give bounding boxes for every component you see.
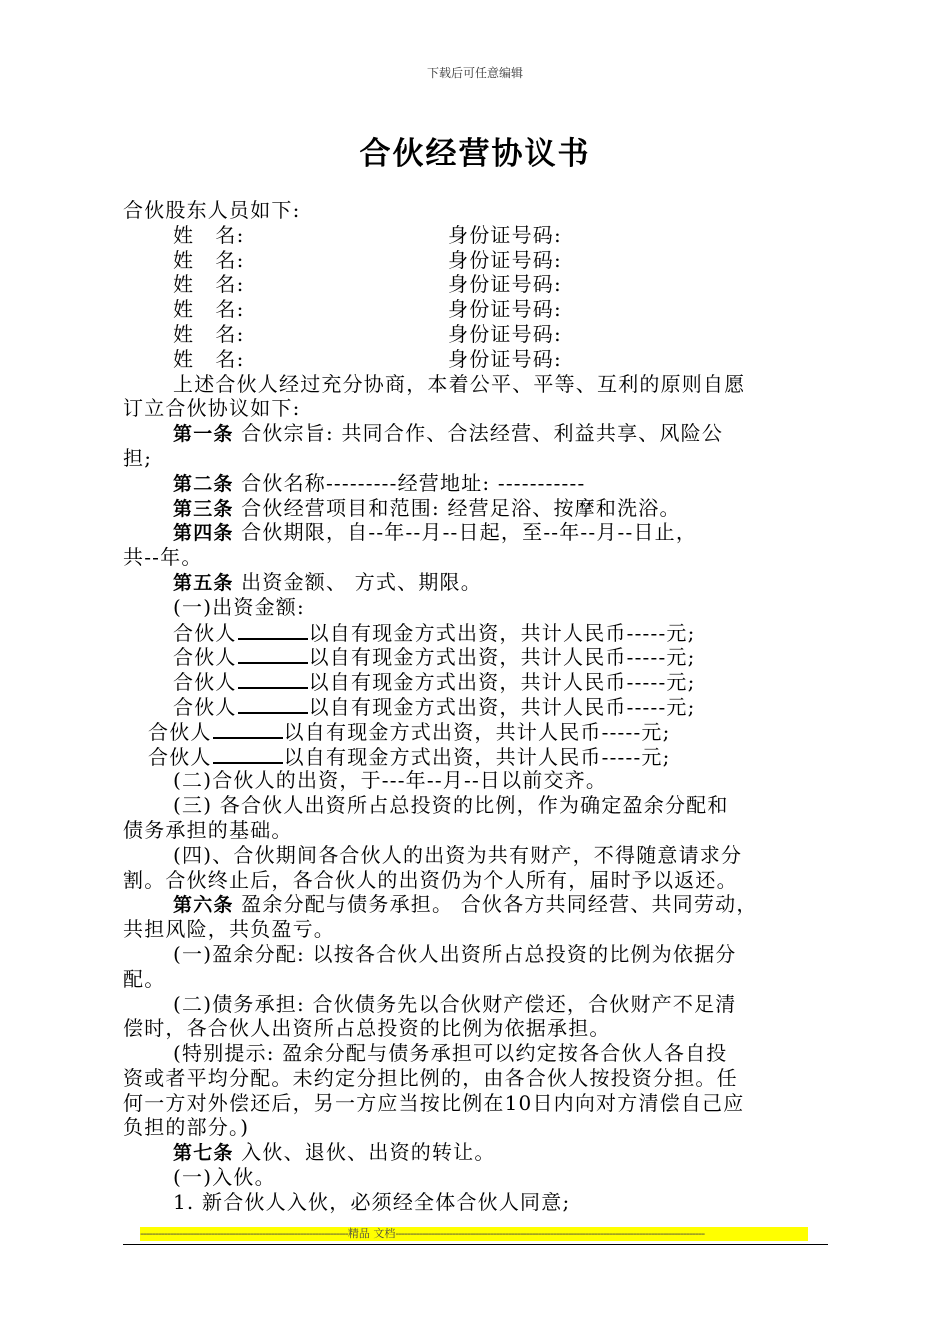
article-label: 第一条: [173, 423, 234, 446]
article-label: 第五条: [173, 571, 234, 594]
article-text: 合伙名称---------经营地址: -----------: [241, 470, 586, 495]
article-4: [123, 520, 828, 545]
contrib-prefix: 合伙人: [173, 645, 237, 670]
member-row: [123, 272, 828, 297]
article-text: 合伙经营项目和范围: 经营足浴、按摩和洗浴。: [241, 495, 681, 520]
contrib-prefix: 合伙人: [173, 620, 237, 645]
contrib-prefix: 合伙人: [148, 719, 212, 744]
id-label: 身份证号码:: [448, 247, 562, 272]
blank-underline: [213, 744, 283, 764]
section-5-4: (四)、合伙期间各合伙人的出资为共有财产，不得随意请求分: [173, 842, 743, 867]
id-label: 身份证号码:: [448, 297, 562, 322]
article-label: 第三条: [173, 497, 234, 520]
id-label: 身份证号码:: [448, 222, 562, 247]
contrib-prefix: 合伙人: [148, 744, 212, 769]
section-6-2-cont: 偿时，各合伙人出资所占总投资的比例为依据承担。: [123, 1016, 611, 1041]
article-3: [123, 496, 828, 521]
blank-underline: [238, 620, 308, 640]
contrib-prefix: 合伙人: [173, 670, 237, 695]
contrib-suffix: 以自有现金方式出资，共计人民币-----元;: [308, 645, 696, 670]
special-note-cont: 负担的部分。): [123, 1115, 250, 1140]
blank-underline: [213, 719, 283, 739]
article-1-cont: 担;: [123, 445, 153, 470]
name-label: 姓 名:: [173, 346, 245, 371]
contribution-line: [123, 694, 828, 719]
article-text: 合伙期限，自--年--月--日起，至--年--月--日止，: [241, 520, 698, 545]
contribution-line: [123, 669, 828, 694]
blank-underline: [238, 694, 308, 714]
article-6: [123, 892, 828, 917]
blank-underline: [238, 669, 308, 689]
id-label: 身份证号码:: [448, 321, 562, 346]
member-row: [123, 297, 828, 322]
footer-rule: [123, 1244, 828, 1245]
footer-dashes: --------------------------------------------------------------------------------------------------------: [395, 1227, 705, 1240]
section-7-1: (一)入伙。: [173, 1165, 276, 1190]
section-6-2: (二)债务承担: 合伙债务先以合伙财产偿还，合伙财产不足清: [173, 991, 737, 1016]
name-label: 姓 名:: [173, 222, 245, 247]
contribution-line: [123, 744, 828, 769]
contrib-suffix: 以自有现金方式出资，共计人民币-----元;: [308, 694, 696, 719]
member-list: [123, 223, 828, 372]
section-5-4-cont: 割。合伙终止后，各合伙人的出资仍为个人所有，届时予以返还。: [123, 867, 738, 892]
header-note: 下载后可任意编辑: [426, 66, 523, 80]
section-6-1-cont: 配。: [123, 966, 166, 991]
footer-text: 精品 文档: [347, 1227, 396, 1240]
article-text: 出资金额、 方式、期限。: [241, 569, 482, 594]
contribution-line: [123, 719, 828, 744]
member-row: [123, 322, 828, 347]
article-text: 合伙宗旨: 共同合作、合法经营、利益共享、风险公: [241, 421, 724, 446]
contrib-prefix: 合伙人: [173, 694, 237, 719]
section-6-1: (一)盈余分配: 以按各合伙人出资所占总投资的比例为依据分: [173, 941, 737, 966]
article-2: [123, 471, 828, 496]
document-body: [123, 198, 828, 1215]
name-label: 姓 名:: [173, 247, 245, 272]
article-4-cont: 共--年。: [123, 545, 203, 570]
id-label: 身份证号码:: [448, 272, 562, 297]
member-row: [123, 248, 828, 273]
blank-underline: [238, 644, 308, 664]
preamble-line: 订立合伙协议如下:: [123, 396, 301, 421]
id-label: 身份证号码:: [448, 346, 562, 371]
intro-line: 合伙股东人员如下:: [123, 198, 301, 222]
section-5-1: (一)出资金额:: [173, 594, 305, 619]
article-1: [123, 421, 828, 446]
section-5-3-cont: 债务承担的基础。: [123, 817, 293, 842]
preamble-line: 上述合伙人经过充分协商，本着公平、平等、互利的原则自愿: [173, 371, 746, 396]
section-7-1-1: 1. 新合伙人入伙，必须经全体合伙人同意;: [173, 1189, 571, 1214]
footer-highlight-bar: [140, 1227, 808, 1241]
special-note: (特别提示: 盈余分配与债务承担可以约定按各合伙人各自投: [173, 1041, 728, 1066]
article-7: [123, 1140, 828, 1165]
section-5-2: (二)合伙人的出资，于---年--月--日以前交齐。: [173, 768, 608, 793]
contribution-line: [123, 620, 828, 645]
name-label: 姓 名:: [173, 321, 245, 346]
special-note-cont: 资或者平均分配。未约定分担比例的，由各合伙人按投资分担。任: [123, 1065, 738, 1090]
article-text: 盈余分配与债务承担。 合伙各方共同经营、共同劳动，: [241, 892, 758, 917]
name-label: 姓 名:: [173, 297, 245, 322]
name-label: 姓 名:: [173, 272, 245, 297]
member-row: [123, 347, 828, 372]
special-note-cont: 何一方对外偿还后，另一方应当按比例在10日内向对方清偿自己应: [123, 1090, 745, 1115]
article-text: 入伙、退伙、出资的转让。: [241, 1140, 496, 1165]
document-title: 合伙经营协议书: [359, 136, 591, 172]
contribution-line: [123, 644, 828, 669]
article-label: 第二条: [173, 472, 234, 495]
contrib-suffix: 以自有现金方式出资，共计人民币-----元;: [308, 620, 696, 645]
member-row: [123, 223, 828, 248]
contrib-suffix: 以自有现金方式出资，共计人民币-----元;: [308, 670, 696, 695]
section-5-3: (三) 各合伙人出资所占总投资的比例，作为确定盈余分配和: [173, 793, 729, 818]
article-label: 第七条: [173, 1142, 234, 1165]
contrib-suffix: 以自有现金方式出资，共计人民币-----元;: [283, 744, 671, 769]
article-6-cont: 共担风险，共负盈亏。: [123, 917, 335, 942]
footer-dashes: ----------------------------------------------------------------------: [140, 1227, 348, 1240]
article-label: 第六条: [173, 894, 234, 917]
article-5: [123, 570, 828, 595]
contrib-suffix: 以自有现金方式出资，共计人民币-----元;: [283, 719, 671, 744]
article-label: 第四条: [173, 522, 234, 545]
